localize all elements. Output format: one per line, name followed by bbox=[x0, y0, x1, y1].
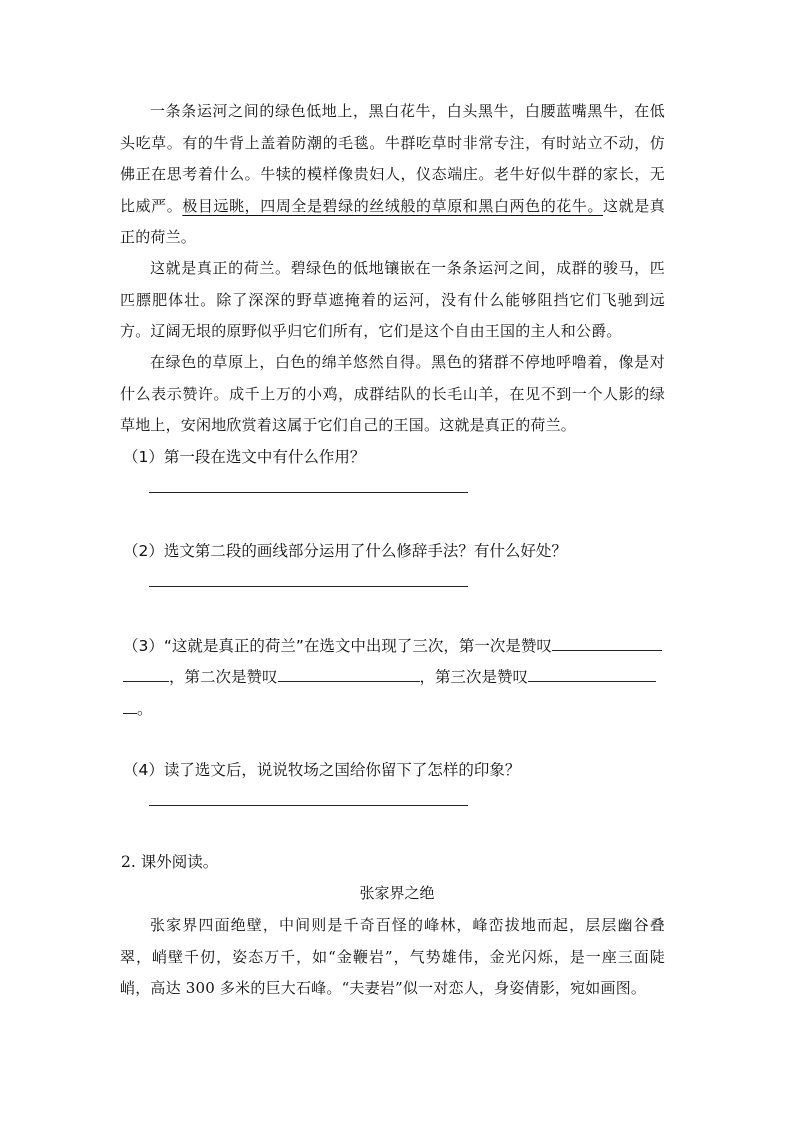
question-2: （2）选文第二段的画线部分运用了什么修辞手法？有什么好处？ bbox=[123, 542, 567, 560]
passage1-para1-text: 一条条运河之间的绿色低地上，黑白花牛，白头黑牛，白腰蓝嘴黑牛，在低头吃草。有的牛背上盖着防潮的毛毯。牛群吃草时非常专注，有时站立不动，仿佛正在思考着什么。牛犊的模样像贵妇人，仪态端庄。老牛好似牛群的家长，无比威严。 bbox=[120, 102, 665, 215]
answer-blank-1b[interactable] bbox=[123, 667, 169, 682]
underlined-sentence: 极目远眺，四周全是碧绿的丝绒般的草原和黑白两色的花牛。 bbox=[182, 196, 604, 215]
answer-blank-3b[interactable] bbox=[123, 699, 137, 714]
passage1-para1-ending: 这就是真正的荷兰。 bbox=[120, 196, 665, 246]
reading-title: 张家界之绝 bbox=[359, 884, 435, 902]
question-1: （1）第一段在选文中有什么作用？ bbox=[123, 448, 366, 466]
reading-paragraph-1: 张家界四面绝壁，中间则是千奇百怪的峰林，峰峦拔地而起，层层幽谷叠翠，峭壁千仞，姿态万千，如“金鞭岩”，气势雄伟，金光闪烁，是一座三面陡峭，高达 300 多米的巨大石峰。“夫妻岩”似一对恋人，身姿倩影，宛如画图。 bbox=[120, 916, 665, 997]
question-3-line-3 bbox=[123, 697, 153, 719]
passage1-paragraph-1 bbox=[120, 96, 665, 254]
answer-line-q4[interactable] bbox=[149, 805, 468, 806]
answer-blank-1a[interactable] bbox=[552, 636, 662, 651]
passage1-paragraph-2: 这就是真正的荷兰。碧绿色的低地镶嵌在一条条运河之间，成群的骏马，匹匹膘肥体壮。除了深深的野草遮掩着的运河，没有什么能够阻挡它们飞驰到远方。辽阔无垠的原野似乎归它们所有，它们是这个自由王国的主人和公爵。 bbox=[120, 259, 665, 340]
passage1-paragraph-3: 在绿色的草原上，白色的绵羊悠然自得。黑色的猪群不停地呼噜着，像是对什么表示赞许。成千上万的小鸡，成群结队的长毛山羊，在见不到一个人影的绿草地上，安闲地欣赏着这属于它们自己的王国。这就是真正的荷兰。 bbox=[120, 353, 665, 434]
question-3-line-2 bbox=[123, 665, 668, 687]
answer-blank-3a[interactable] bbox=[528, 667, 656, 682]
question-4: （4）读了选文后，说说牧场之国给你留下了怎样的印象？ bbox=[123, 761, 521, 779]
question-3-second: ，第二次是赞叹 bbox=[169, 668, 278, 686]
question-3-end: 。 bbox=[137, 700, 153, 718]
section-2-heading: 2. 课外阅读。 bbox=[121, 853, 219, 871]
answer-line-q1[interactable] bbox=[149, 492, 468, 493]
question-3-text: （3）“这就是真正的荷兰”在选文中出现了三次，第一次是赞叹 bbox=[123, 637, 552, 655]
question-3-line-1 bbox=[123, 634, 668, 656]
question-3-third: ，第三次是赞叹 bbox=[419, 668, 529, 686]
answer-blank-2[interactable] bbox=[278, 667, 420, 682]
answer-line-q2[interactable] bbox=[149, 586, 468, 587]
